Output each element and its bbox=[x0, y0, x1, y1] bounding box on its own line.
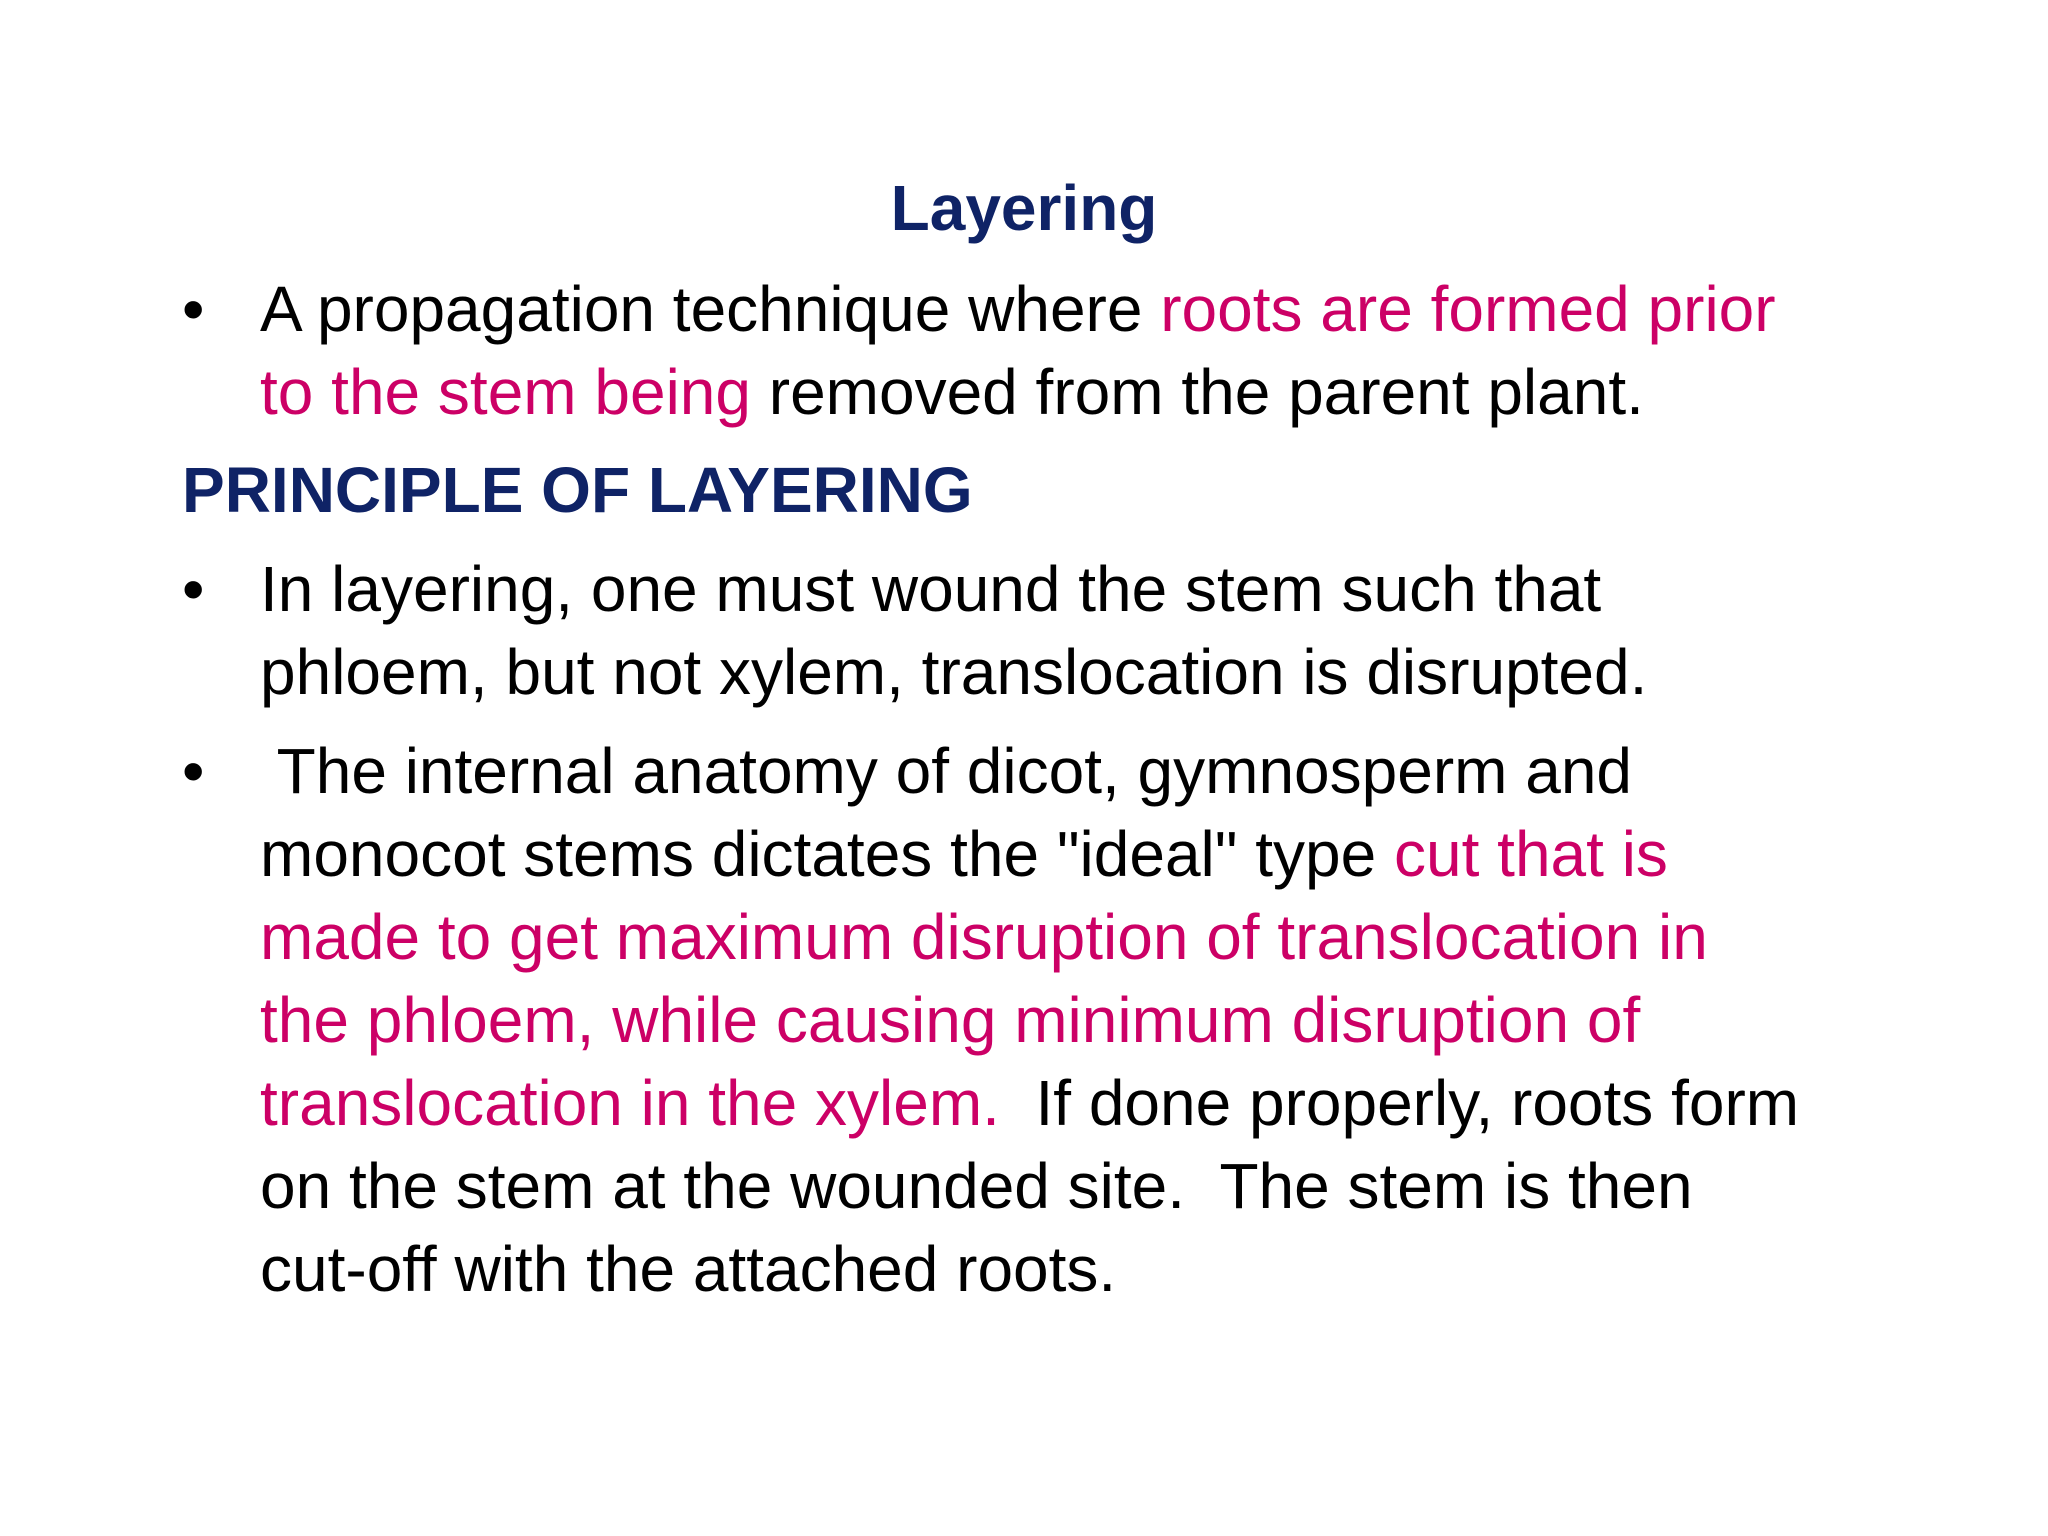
text-line bbox=[260, 351, 1776, 434]
bullet-marker: • bbox=[182, 735, 205, 807]
section-heading: PRINCIPLE OF LAYERING bbox=[182, 454, 973, 526]
bullet-text bbox=[260, 730, 1799, 1311]
bullet-marker: • bbox=[182, 553, 205, 625]
text-run: monocot stems dictates the "ideal" type bbox=[260, 818, 1394, 890]
text-line: on the stem at the wounded site. The stem is then bbox=[260, 1150, 1693, 1222]
text-run: A propagation technique where bbox=[260, 273, 1161, 345]
text-line bbox=[260, 1062, 1799, 1145]
highlighted-text: roots are formed prior bbox=[1160, 273, 1776, 345]
text-line: cut-off with the attached roots. bbox=[260, 1233, 1117, 1305]
text-run: If done properly, roots form bbox=[999, 1067, 1800, 1139]
bullet-text bbox=[260, 268, 1776, 434]
text-line bbox=[260, 268, 1776, 351]
bullet-text bbox=[260, 548, 1647, 714]
highlighted-text: to the stem being bbox=[260, 356, 751, 428]
text-line: In layering, one must wound the stem such that bbox=[260, 553, 1602, 625]
text-line bbox=[260, 730, 1799, 813]
highlighted-text: cut that is bbox=[1394, 818, 1668, 890]
text-line: phloem, but not xylem, translocation is disrupted. bbox=[260, 636, 1648, 708]
text-run: removed from the parent plant. bbox=[750, 356, 1644, 428]
text-run: The internal anatomy of dicot, gymnosperm and bbox=[260, 735, 1632, 807]
slide-title: Layering bbox=[890, 172, 1158, 244]
text-line bbox=[260, 813, 1799, 896]
highlighted-text-line: made to get maximum disruption of translocation in bbox=[260, 901, 1708, 973]
highlighted-text-line: the phloem, while causing minimum disruption of bbox=[260, 984, 1641, 1056]
bullet-marker: • bbox=[182, 273, 205, 345]
highlighted-text: translocation in the xylem. bbox=[260, 1067, 1000, 1139]
